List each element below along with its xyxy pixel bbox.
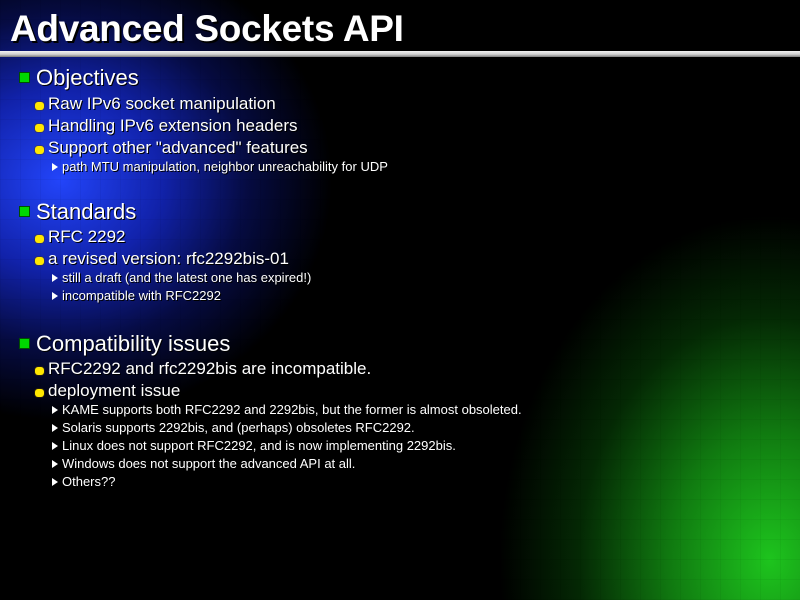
yellow-bullet-icon — [35, 146, 44, 154]
compatibility-subitem-2: Solaris supports 2292bis, and (perhaps) obsoletes RFC2292. — [62, 420, 415, 435]
green-square-icon — [19, 72, 30, 83]
standards-subitem-1: still a draft (and the latest one has expired!) — [62, 270, 312, 285]
compatibility-item-1: RFC2292 and rfc2292bis are incompatible. — [48, 359, 372, 378]
triangle-bullet-icon — [52, 163, 58, 171]
standards-item-2: a revised version: rfc2292bis-01 — [48, 249, 289, 268]
yellow-bullet-icon — [35, 257, 44, 265]
slide-title: Advanced Sockets API — [10, 8, 404, 49]
triangle-bullet-icon — [52, 424, 58, 432]
triangle-bullet-icon — [52, 442, 58, 450]
compatibility-subitem-4: Windows does not support the advanced API at all. — [62, 456, 356, 471]
standards-subitem-2: incompatible with RFC2292 — [62, 288, 221, 303]
triangle-bullet-icon — [52, 274, 58, 282]
objective-item-1: Raw IPv6 socket manipulation — [48, 94, 276, 113]
compatibility-item-2: deployment issue — [48, 381, 181, 400]
standards-item-1: RFC 2292 — [48, 227, 126, 246]
green-square-icon — [19, 206, 30, 217]
triangle-bullet-icon — [52, 292, 58, 300]
objectives-heading: Objectives — [36, 65, 139, 90]
compatibility-heading: Compatibility issues — [36, 331, 231, 356]
yellow-bullet-icon — [35, 389, 44, 397]
yellow-bullet-icon — [35, 102, 44, 110]
yellow-bullet-icon — [35, 124, 44, 132]
triangle-bullet-icon — [52, 478, 58, 486]
yellow-bullet-icon — [35, 367, 44, 375]
objective-item-3: Support other "advanced" features — [48, 138, 308, 157]
objective-subitem-1: path MTU manipulation, neighbor unreachability for UDP — [62, 159, 388, 174]
triangle-bullet-icon — [52, 406, 58, 414]
standards-heading: Standards — [36, 199, 137, 224]
title-underline — [0, 51, 800, 57]
triangle-bullet-icon — [52, 460, 58, 468]
compatibility-subitem-3: Linux does not support RFC2292, and is now implementing 2292bis. — [62, 438, 456, 453]
yellow-bullet-icon — [35, 235, 44, 243]
compatibility-subitem-1: KAME supports both RFC2292 and 2292bis, but the former is almost obsoleted. — [62, 402, 522, 417]
compatibility-subitem-5: Others?? — [62, 474, 116, 489]
objective-item-2: Handling IPv6 extension headers — [48, 116, 298, 135]
green-square-icon — [19, 338, 30, 349]
